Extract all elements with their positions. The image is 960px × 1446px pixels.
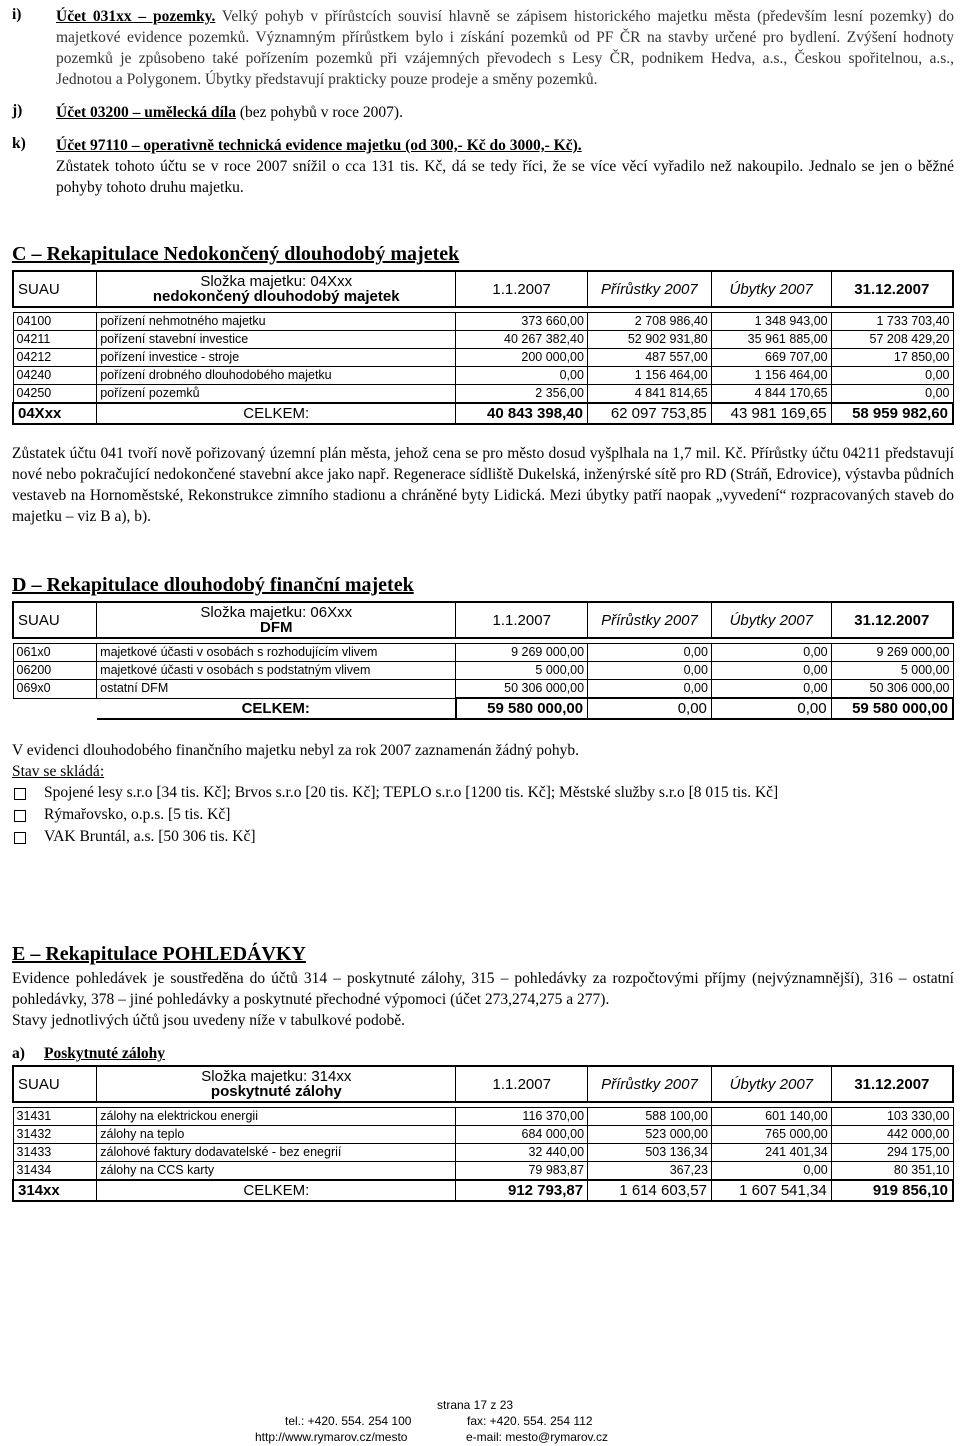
section-e-sub-title: Poskytnuté zálohy [44, 1045, 165, 1062]
table-row: 06200 majetkové účasti v osobách s podstatným vlivem 5 000,00 0,00 0,00 5 000,00 [13, 662, 953, 680]
item-body: (bez pohybů v roce 2007). [235, 104, 403, 121]
document-page [12, 6, 954, 1202]
header-end: 31.12.2007 [831, 1066, 953, 1102]
item-label: k) [12, 135, 26, 152]
table-row: 31432 zálohy na teplo 684 000,00 523 000,00 765 000,00 442 000,00 [13, 1126, 953, 1144]
footer-web-link[interactable]: http://www.rymarov.cz/mesto [255, 1430, 408, 1444]
header-in: Přírůstky 2007 [588, 602, 712, 638]
table-row: 061x0 majetkové účasti v osobách s rozhodujícím vlivem 9 269 000,00 0,00 0,00 9 269 000,00 [13, 644, 953, 662]
footer-tel: tel.: +420. 554. 254 100 [285, 1414, 412, 1428]
header-end: 31.12.2007 [831, 602, 953, 638]
checkbox-bullet-icon [14, 788, 26, 800]
section-c-heading: C – Rekapitulace Nedokončený dlouhodobý majetek [12, 243, 460, 265]
section-d-items [12, 782, 954, 848]
table-row: 04240 pořízení drobného dlouhodobého majetku 0,00 1 156 464,00 1 156 464,00 0,00 [13, 367, 953, 385]
header-start: 1.1.2007 [456, 271, 588, 307]
item-body: Velký pohyb v přírůstcích souvisí hlavně se zápisem historického majetku města (především lesní pozemky) do majetkové evidence pozemků. Významným přírůstkem bylo i získání pozemků od PF ČR na stavby určené pro bydlení. Zvýšení hodnoty pozemků je způsobeno také pořízením pozemků při vzájemných převodech s Lesy ČR, podnikem Hedva, a.s., Českou spořitelnou, a.s., Jednotou a Polygonem. Úbytky představují prakticky pouze prodeje a směny pozemků. [56, 8, 954, 88]
table-total-row: CELKEM: 59 580 000,00 0,00 0,00 59 580 000,00 [13, 698, 953, 719]
item-text [56, 6, 954, 90]
checkbox-bullet-icon [14, 810, 26, 822]
item-i [12, 6, 954, 90]
section-d-heading: D – Rekapitulace dlouhodobý finanční majetek [12, 574, 414, 596]
table-header [13, 271, 953, 307]
table-total-row: 314xx CELKEM: 912 793,87 1 614 603,57 1 607 541,34 919 856,10 [13, 1180, 953, 1201]
header-out: Úbytky 2007 [711, 602, 831, 638]
list-item: Rýmařovsko, o.p.s. [5 tis. Kč] [12, 804, 954, 826]
header-suau: SUAU [13, 271, 97, 307]
table-row: 04212 pořízení investice - stroje 200 000,00 487 557,00 669 707,00 17 850,00 [13, 349, 953, 367]
table-row: 069x0 ostatní DFM 50 306 000,00 0,00 0,00 50 306 000,00 [13, 680, 953, 699]
section-e-paragraph1: Evidence pohledávek je soustředěna do účtů 314 – poskytnuté zálohy, 315 – pohledávky za rozpočtovými příjmy (nejvýznamnější), 316 – ostatní pohledávky, 378 – jiné pohledávky a poskytnuté přechodné výpomoci (účet 273,274,275 a 277). [12, 970, 954, 1008]
section-e-heading: E – Rekapitulace POHLEDÁVKY [12, 943, 306, 965]
section-d-paragraph: V evidenci dlouhodobého finančního majetku nebyl za rok 2007 zaznamenán žádný pohyb. [12, 742, 580, 759]
table-row: 31431 zálohy na elektrickou energii 116 370,00 588 100,00 601 140,00 103 330,00 [13, 1108, 953, 1126]
list-item: Spojené lesy s.r.o [34 tis. Kč]; Brvos s.r.o [20 tis. Kč]; TEPLO s.r.o [1200 tis. Kč]; Městské služby s.r.o [8 015 tis. Kč] [12, 782, 954, 804]
table-d [12, 601, 954, 720]
header-in: Přírůstky 2007 [588, 1066, 712, 1102]
table-row: 04211 pořízení stavební investice 40 267 382,40 52 902 931,80 35 961 885,00 57 208 429,20 [13, 331, 953, 349]
section-d-state-label: Stav se skládá: [12, 763, 105, 780]
item-title: Účet 97110 – operativně technická evidence majetku (od 300,- Kč do 3000,- Kč). [56, 137, 582, 154]
section-c-paragraph: Zůstatek účtu 041 tvoří nově pořizovaný územní plán města, jehož cena se pro město dosud vyšplhala na 1,7 mil. Kč. Přírůstky účtu 04211 představují nové nebo pokračující nedokončené stavební akce jako např. Regenerace sídliště Dukelská, inženýrské sítě pro RD (Stráň, Edrovice), výstavba půdních vestaveb na Hornoměstské, Rekonstrukce zimního stadionu a chráněné byty Lidická. Mezi úbytky patří naopak „vyvedení“ rozpracovaných staveb do majetku – viz B a), b). [12, 445, 954, 525]
header-suau: SUAU [13, 602, 97, 638]
table-row: 31434 zálohy na CCS karty 79 983,87 367,23 0,00 80 351,10 [13, 1162, 953, 1181]
item-j [12, 102, 954, 123]
table-row: 31433 zálohové faktury dodavatelské - bez enegrií 32 440,00 503 136,34 241 401,34 294 175,00 [13, 1144, 953, 1162]
table-header [13, 602, 953, 638]
list-item: VAK Bruntál, a.s. [50 306 tis. Kč] [12, 826, 954, 848]
item-title: Účet 03200 – umělecká díla [56, 104, 236, 121]
table-total-row: 04Xxx CELKEM: 40 843 398,40 62 097 753,85 43 981 169,65 58 959 982,60 [13, 403, 953, 424]
table-e [12, 1065, 954, 1202]
footer-fax: fax: +420. 554. 254 112 [467, 1414, 593, 1428]
footer-email-link[interactable]: e-mail: mesto@rymarov.cz [466, 1430, 608, 1444]
header-out: Úbytky 2007 [711, 271, 831, 307]
header-folder: Složka majetku: 06Xxx DFM [97, 602, 456, 638]
page-number: strana 17 z 23 [437, 1398, 514, 1412]
header-start: 1.1.2007 [456, 602, 588, 638]
item-title: Účet 031xx – pozemky. [56, 8, 216, 25]
header-in: Přírůstky 2007 [587, 271, 711, 307]
section-e-paragraph2: Stavy jednotlivých účtů jsou uvedeny níže v tabulkové podobě. [12, 1012, 406, 1029]
item-text [56, 102, 954, 123]
header-end: 31.12.2007 [831, 271, 953, 307]
table-header [13, 1066, 953, 1102]
item-label: j) [12, 102, 23, 119]
header-folder: Složka majetku: 314xx poskytnuté zálohy [97, 1066, 456, 1102]
table-row: 04100 pořízení nehmotného majetku 373 660,00 2 708 986,40 1 348 943,00 1 733 703,40 [13, 313, 953, 331]
header-start: 1.1.2007 [456, 1066, 588, 1102]
item-k [12, 135, 954, 198]
table-c [12, 270, 954, 425]
item-label: i) [12, 6, 22, 23]
checkbox-bullet-icon [14, 832, 26, 844]
table-row: 04250 pořízení pozemků 2 356,00 4 841 814,65 4 844 170,65 0,00 [13, 385, 953, 404]
header-suau: SUAU [13, 1066, 97, 1102]
header-folder: Složka majetku: 04Xxx nedokončený dlouhodobý majetek [97, 271, 456, 307]
item-text [56, 135, 954, 198]
header-out: Úbytky 2007 [711, 1066, 831, 1102]
item-body: Zůstatek tohoto účtu se v roce 2007 snížil o cca 131 tis. Kč, dá se tedy říci, že se více věcí vyřadilo než nakoupilo. Jednalo se jen o běžné pohyby tohoto druhu majetku. [56, 158, 954, 196]
section-e-sub: a) Poskytnuté zálohy [12, 1045, 165, 1062]
